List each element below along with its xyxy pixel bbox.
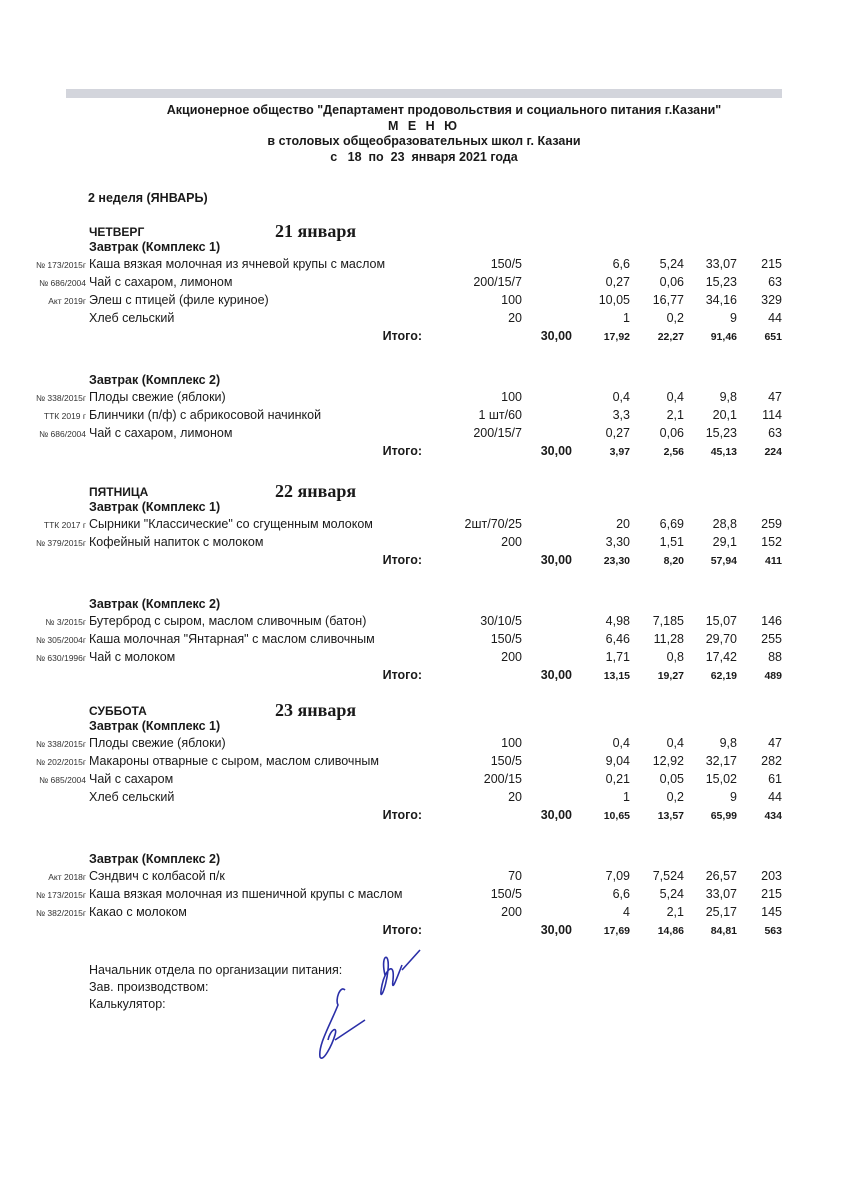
menu-item-row	[0, 886, 848, 904]
protein: 0,21	[605, 772, 630, 786]
day-name: ПЯТНИЦА	[89, 485, 149, 499]
fat: 0,05	[659, 772, 684, 786]
document-header	[0, 103, 848, 165]
document-period: с 18 по 23 января 2021 года	[330, 149, 518, 164]
protein: 4,98	[605, 614, 630, 628]
fat: 11,28	[653, 632, 684, 646]
total-price: 30,00	[540, 923, 572, 937]
portion: 150/5	[490, 632, 522, 646]
total-price: 30,00	[540, 444, 572, 458]
organization-name: Акционерное общество "Департамент продовольствия и социального питания г.Казани"	[166, 103, 722, 117]
day-section	[0, 221, 848, 461]
protein: 9,04	[605, 754, 630, 768]
carbs: 26,57	[705, 869, 737, 883]
portion: 20	[508, 790, 522, 804]
dish-name: Каша молочная "Янтарная" с маслом сливочным	[89, 632, 375, 646]
recipe-code: № 686/2004	[39, 429, 86, 439]
total-row	[0, 443, 848, 461]
protein: 0,27	[605, 275, 630, 289]
protein: 1	[623, 790, 630, 804]
kcal: 63	[768, 275, 782, 289]
fat: 2,1	[666, 905, 684, 919]
day-section	[0, 481, 848, 685]
day-header	[0, 481, 848, 499]
menu-item-row	[0, 868, 848, 886]
recipe-code: № 338/2015г	[35, 393, 86, 403]
total-carbs: 91,46	[710, 331, 737, 343]
protein: 6,6	[612, 257, 630, 271]
kcal: 215	[761, 257, 782, 271]
complex-header	[0, 239, 848, 256]
kcal: 259	[761, 517, 782, 531]
dish-name: Плоды свежие (яблоки)	[89, 390, 226, 404]
protein: 1	[623, 311, 630, 325]
complex-header	[0, 499, 848, 516]
carbs: 15,02	[705, 772, 737, 786]
kcal: 44	[768, 790, 782, 804]
carbs: 9,8	[719, 736, 737, 750]
carbs: 33,07	[705, 257, 737, 271]
dish-name: Каша вязкая молочная из пшеничной крупы с маслом	[89, 887, 403, 901]
menu-item-row	[0, 753, 848, 771]
dish-name: Блинчики (п/ф) с абрикосовой начинкой	[89, 408, 322, 422]
complex-title: Завтрак (Комплекс 2)	[89, 852, 221, 866]
total-price: 30,00	[540, 329, 572, 343]
carbs: 20,1	[712, 408, 737, 422]
kcal: 61	[768, 772, 782, 786]
recipe-code: № 202/2015г	[35, 757, 86, 767]
day-section	[0, 700, 848, 940]
dish-name: Чай с молоком	[89, 650, 176, 664]
dish-name: Бутерброд с сыром, маслом сливочным (батон)	[89, 614, 367, 628]
total-fat: 19,27	[657, 670, 684, 682]
protein: 10,05	[598, 293, 630, 307]
portion: 100	[501, 736, 522, 750]
fat: 7,524	[652, 869, 684, 883]
menu-item-row	[0, 516, 848, 534]
carbs: 29,1	[712, 535, 737, 549]
total-protein: 23,30	[603, 555, 630, 567]
dish-name: Макароны отварные с сыром, маслом сливочным	[89, 754, 379, 768]
kcal: 47	[768, 390, 782, 404]
total-kcal: 411	[765, 555, 782, 567]
recipe-code: № 685/2004	[39, 775, 86, 785]
day-date: 21 января	[275, 221, 357, 241]
complex-header	[0, 596, 848, 613]
total-kcal: 563	[764, 925, 782, 937]
total-label: Итого:	[382, 923, 422, 937]
fat: 5,24	[659, 887, 684, 901]
total-row	[0, 667, 848, 685]
recipe-code: № 3/2015г	[45, 617, 86, 627]
fat: 0,2	[666, 790, 684, 804]
total-kcal: 434	[764, 810, 782, 822]
total-label: Итого:	[382, 329, 422, 343]
portion: 70	[508, 869, 522, 883]
fat: 5,24	[659, 257, 684, 271]
recipe-code: № 382/2015г	[35, 908, 86, 918]
complex-header	[0, 372, 848, 389]
week-label: 2 неделя (ЯНВАРЬ)	[88, 191, 208, 205]
handwritten-signature-icon	[290, 945, 450, 1065]
menu-item-row	[0, 631, 848, 649]
carbs: 9,8	[719, 390, 737, 404]
carbs: 15,07	[705, 614, 737, 628]
protein: 0,27	[605, 426, 630, 440]
carbs: 32,17	[705, 754, 737, 768]
recipe-code: ТТК 2017 г	[43, 520, 86, 530]
carbs: 15,23	[705, 426, 737, 440]
recipe-code: Акт 2019г	[48, 296, 86, 306]
complex-title: Завтрак (Комплекс 2)	[89, 597, 221, 611]
kcal: 215	[761, 887, 782, 901]
total-row	[0, 328, 848, 346]
recipe-code: № 173/2015г	[35, 260, 86, 270]
kcal: 282	[761, 754, 782, 768]
day-date: 22 января	[275, 481, 357, 501]
portion: 200/15/7	[473, 275, 522, 289]
fat: 2,1	[666, 408, 684, 422]
kcal: 47	[768, 736, 782, 750]
dish-name: Кофейный напиток с молоком	[89, 535, 264, 549]
fat: 1,51	[659, 535, 684, 549]
menu-item-row	[0, 389, 848, 407]
scan-artifact-bar	[66, 89, 782, 98]
menu-item-row	[0, 256, 848, 274]
portion: 2шт/70/25	[464, 517, 522, 531]
kcal: 114	[762, 408, 782, 422]
portion: 200/15	[483, 772, 522, 786]
fat: 0,2	[666, 311, 684, 325]
total-kcal: 489	[764, 670, 782, 682]
menu-item-row	[0, 407, 848, 425]
menu-item-row	[0, 649, 848, 667]
total-protein: 17,92	[603, 331, 630, 343]
total-carbs: 45,13	[710, 446, 737, 458]
kcal: 203	[761, 869, 782, 883]
menu-item-row	[0, 789, 848, 807]
dish-name: Чай с сахаром, лимоном	[89, 275, 233, 289]
total-label: Итого:	[382, 444, 422, 458]
total-price: 30,00	[540, 668, 572, 682]
dish-name: Какао с молоком	[89, 905, 187, 919]
dish-name: Чай с сахаром	[89, 772, 174, 786]
dish-name: Сырники "Классические" со сгущенным молоком	[89, 517, 373, 531]
complex-title: Завтрак (Комплекс 1)	[89, 240, 221, 254]
complex-header	[0, 718, 848, 735]
kcal: 329	[761, 293, 782, 307]
portion: 100	[501, 390, 522, 404]
fat: 12,92	[652, 754, 684, 768]
protein: 6,46	[605, 632, 630, 646]
menu-item-row	[0, 292, 848, 310]
fat: 0,4	[666, 390, 684, 404]
fat: 0,06	[659, 426, 684, 440]
total-fat: 22,27	[657, 331, 684, 343]
total-price: 30,00	[540, 808, 572, 822]
day-header	[0, 700, 848, 718]
recipe-code: Акт 2018г	[48, 872, 86, 882]
menu-item-row	[0, 310, 848, 328]
carbs: 28,8	[712, 517, 737, 531]
dish-name: Плоды свежие (яблоки)	[89, 736, 226, 750]
total-protein: 10,65	[603, 810, 630, 822]
total-label: Итого:	[382, 668, 422, 682]
total-fat: 2,56	[663, 446, 684, 458]
signature-calculator-label: Калькулятор:	[89, 997, 166, 1011]
fat: 7,185	[652, 614, 684, 628]
menu-item-row	[0, 771, 848, 789]
portion: 100	[501, 293, 522, 307]
kcal: 145	[761, 905, 782, 919]
total-fat: 8,20	[663, 555, 684, 567]
protein: 6,6	[612, 887, 630, 901]
dish-name: Элеш с птицей (филе куриное)	[89, 293, 269, 307]
carbs: 34,16	[705, 293, 737, 307]
portion: 150/5	[490, 887, 522, 901]
total-carbs: 62,19	[710, 670, 737, 682]
kcal: 152	[761, 535, 782, 549]
recipe-code: № 173/2015г	[35, 890, 86, 900]
total-carbs: 65,99	[710, 810, 737, 822]
document-title: М Е Н Ю	[387, 118, 461, 133]
portion: 200/15/7	[473, 426, 522, 440]
menu-item-row	[0, 613, 848, 631]
carbs: 15,23	[705, 275, 737, 289]
complex-title: Завтрак (Комплекс 1)	[89, 719, 221, 733]
total-protein: 17,69	[603, 925, 630, 937]
carbs: 9	[730, 790, 737, 804]
kcal: 44	[768, 311, 782, 325]
kcal: 255	[761, 632, 782, 646]
carbs: 9	[730, 311, 737, 325]
day-name: ЧЕТВЕРГ	[89, 225, 145, 239]
complex-header	[0, 851, 848, 868]
dish-name: Сэндвич с колбасой п/к	[89, 869, 225, 883]
protein: 7,09	[605, 869, 630, 883]
total-row	[0, 807, 848, 825]
protein: 0,4	[612, 736, 630, 750]
kcal: 63	[768, 426, 782, 440]
recipe-code: № 630/1996г	[35, 653, 86, 663]
protein: 3,3	[612, 408, 630, 422]
carbs: 17,42	[705, 650, 737, 664]
menu-item-row	[0, 735, 848, 753]
signature-head-label: Начальник отдела по организации питания:	[89, 963, 343, 977]
protein: 4	[623, 905, 630, 919]
document-subtitle: в столовых общеобразовательных школ г. Казани	[267, 134, 581, 148]
protein: 0,4	[612, 390, 630, 404]
complex-title: Завтрак (Комплекс 1)	[89, 500, 221, 514]
total-fat: 14,86	[657, 925, 684, 937]
recipe-code: № 686/2004	[39, 278, 86, 288]
total-carbs: 84,81	[710, 925, 737, 937]
recipe-code: № 305/2004г	[35, 635, 86, 645]
day-header	[0, 221, 848, 239]
portion: 150/5	[490, 257, 522, 271]
total-label: Итого:	[382, 808, 422, 822]
portion: 150/5	[490, 754, 522, 768]
menu-item-row	[0, 274, 848, 292]
total-row	[0, 552, 848, 570]
fat: 0,06	[659, 275, 684, 289]
dish-name: Хлеб сельский	[89, 790, 175, 804]
protein: 3,30	[605, 535, 630, 549]
recipe-code: ТТК 2019 г	[43, 411, 86, 421]
dish-name: Каша вязкая молочная из ячневой крупы с маслом	[89, 257, 386, 271]
complex-title: Завтрак (Комплекс 2)	[89, 373, 221, 387]
portion: 30/10/5	[480, 614, 522, 628]
total-protein: 3,97	[609, 446, 630, 458]
protein: 1,71	[605, 650, 630, 664]
menu-item-row	[0, 425, 848, 443]
carbs: 33,07	[705, 887, 737, 901]
day-date: 23 января	[275, 700, 357, 720]
portion: 20	[508, 311, 522, 325]
portion: 1 шт/60	[478, 408, 522, 422]
portion: 200	[501, 535, 522, 549]
dish-name: Чай с сахаром, лимоном	[89, 426, 233, 440]
portion: 200	[501, 905, 522, 919]
protein: 20	[616, 517, 630, 531]
total-kcal: 651	[764, 331, 782, 343]
total-price: 30,00	[540, 553, 572, 567]
dish-name: Хлеб сельский	[89, 311, 175, 325]
day-name: СУББОТА	[89, 704, 147, 718]
kcal: 88	[768, 650, 782, 664]
fat: 6,69	[659, 517, 684, 531]
total-row	[0, 922, 848, 940]
total-kcal: 224	[764, 446, 782, 458]
total-fat: 13,57	[657, 810, 684, 822]
total-carbs: 57,94	[710, 555, 737, 567]
carbs: 29,70	[705, 632, 737, 646]
total-label: Итого:	[382, 553, 422, 567]
total-protein: 13,15	[603, 670, 630, 682]
signature-production-label: Зав. производством:	[89, 980, 209, 994]
menu-item-row	[0, 534, 848, 552]
recipe-code: № 379/2015г	[35, 538, 86, 548]
fat: 16,77	[652, 293, 684, 307]
fat: 0,4	[666, 736, 684, 750]
kcal: 146	[761, 614, 782, 628]
fat: 0,8	[666, 650, 684, 664]
menu-item-row	[0, 904, 848, 922]
carbs: 25,17	[705, 905, 737, 919]
recipe-code: № 338/2015г	[35, 739, 86, 749]
portion: 200	[501, 650, 522, 664]
